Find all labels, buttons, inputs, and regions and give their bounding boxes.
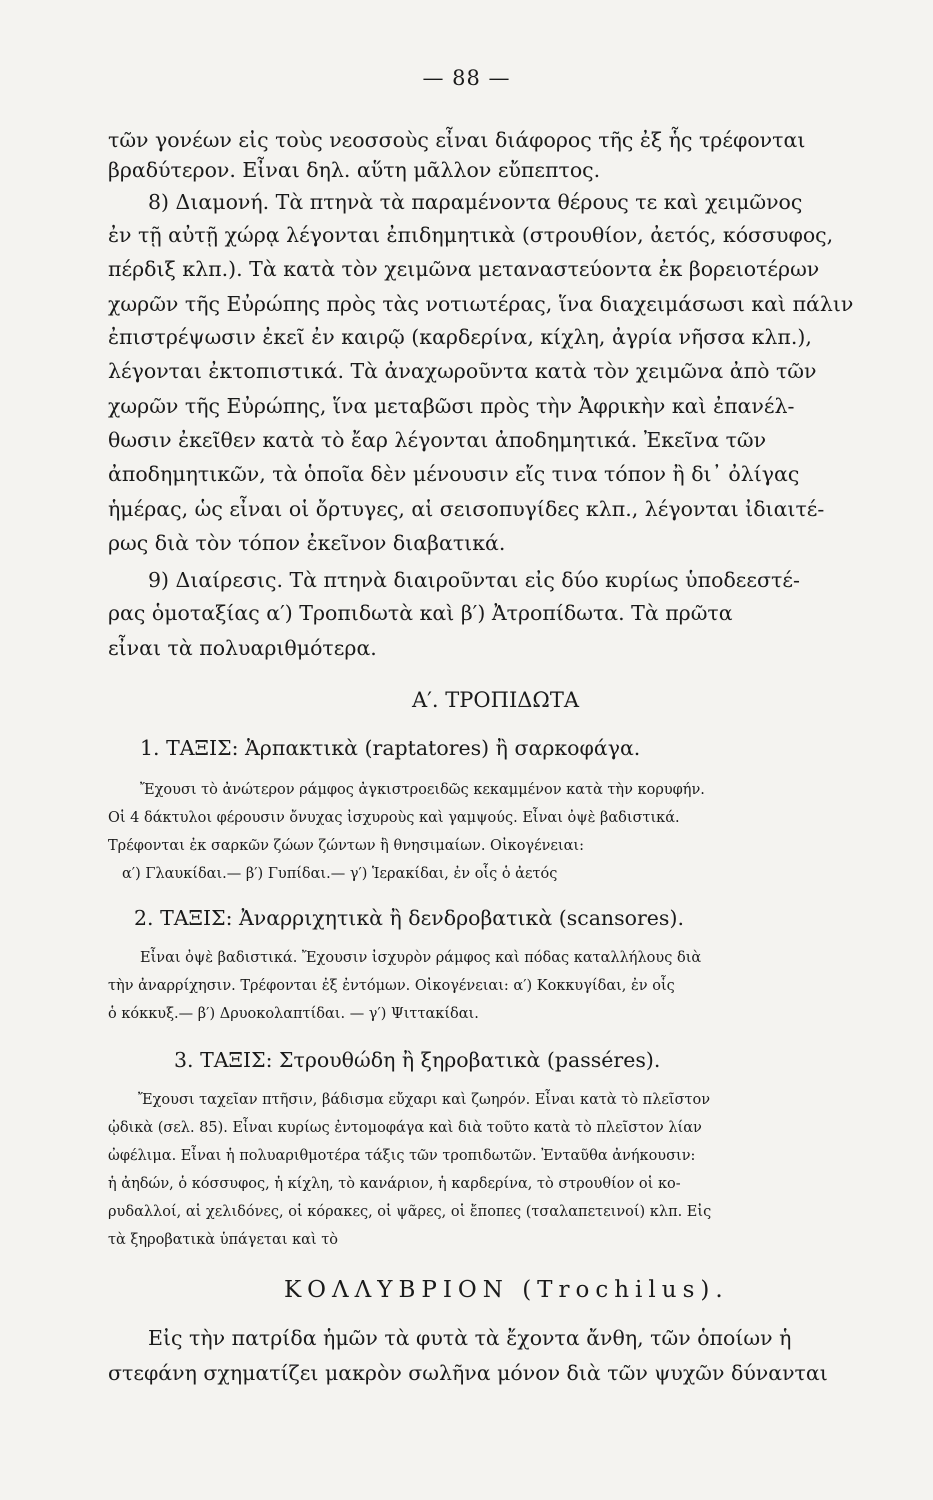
text-line: 8) Διαμονή. Τὰ πτηνὰ τὰ παραμένοντα θέρους τε καὶ χειμῶνος (148, 190, 803, 214)
text-line: 9) Διαίρεσις. Τὰ πτηνὰ διαιροῦνται εἰς δύο κυρίως ὑποδεεστέ- (148, 568, 800, 592)
subsection-heading: ΚΟΛΛΥΒΡΙΟΝ (Trochilus). (284, 1277, 729, 1303)
text-line: Ἔχουσι ταχεῖαν πτῆσιν, βάδισμα εὔχαρι καὶ ζωηρόν. Εἶναι κατὰ τὸ πλεῖστον (138, 1092, 711, 1108)
text-line: Τρέφονται ἐκ σαρκῶν ζώων ζώντων ἢ θνησιμαίων. Οἰκογένειαι: (108, 838, 584, 854)
text-line: ὠφέλιμα. Εἶναι ἡ πολυαριθμοτέρα τάξις τῶν τροπιδωτῶν. Ἐνταῦθα ἀνήκουσιν: (108, 1148, 696, 1164)
text-line: βραδύτερον. Εἶναι δηλ. αὕτη μᾶλλον εὔπεπτος. (108, 158, 601, 182)
text-line: ρυδαλλοί, αἱ χελιδόνες, οἱ κόρακες, οἱ ψᾶρες, οἱ ἔποπες (τσαλαπετεινοί) κλπ. Εἰς (108, 1204, 712, 1220)
text-line: ἐπιστρέψωσιν ἐκεῖ ἐν καιρῷ (καρδερίνα, κίχλη, ἀγρία νῆσσα κλπ.), (108, 325, 812, 349)
text-line: ρως διὰ τὸν τόπον ἐκεῖνον διαβατικά. (108, 531, 506, 555)
section-heading: Α′. ΤΡΟΠΙΔΩΤΑ (412, 688, 579, 712)
text-line: Οἱ 4 δάκτυλοι φέρουσιν ὄνυχας ἰσχυροὺς καὶ γαμψούς. Εἶναι ὀψὲ βαδιστικά. (108, 810, 680, 826)
text-line: ἐν τῇ αὐτῇ χώρᾳ λέγονται ἐπιδημητικὰ (στρουθίον, ἀετός, κόσσυφος, (108, 223, 834, 247)
text-line: χωρῶν τῆς Εὐρώπης, ἵνα μεταβῶσι πρὸς τὴν Ἀφρικὴν καὶ ἐπανέλ- (108, 394, 795, 418)
order-heading: 2. ΤΑΞΙΣ: Ἀναρριχητικὰ ἢ δενδροβατικὰ (scansores). (134, 906, 684, 930)
text-line: ἡμέρας, ὡς εἶναι οἱ ὄρτυγες, αἱ σεισοπυγίδες κλπ., λέγονται ἰδιαιτέ- (108, 497, 825, 521)
text-line: τὴν ἀναρρίχησιν. Τρέφονται ἐξ ἐντόμων. Οἰκογένειαι: α′) Κοκκυγίδαι, ἐν οἷς (108, 978, 675, 994)
text-line: χωρῶν τῆς Εὐρώπης πρὸς τὰς νοτιωτέρας, ἵνα διαχειμάσωσι καὶ πάλιν (108, 292, 854, 316)
text-line: θωσιν ἐκεῖθεν κατὰ τὸ ἔαρ λέγονται ἀποδημητικά. Ἐκεῖνα τῶν (108, 428, 767, 452)
page-number: — 88 — (422, 66, 511, 90)
text-line: εἶναι τὰ πολυαριθμότερα. (108, 636, 377, 660)
text-line: Ἔχουσι τὸ ἀνώτερον ράμφος ἀγκιστροειδῶς κεκαμμένον κατὰ τὴν κορυφήν. (140, 782, 705, 798)
order-heading: 3. ΤΑΞΙΣ: Στρουθώδη ἢ ξηροβατικὰ (passéres). (174, 1048, 661, 1072)
text-line: ἀποδημητικῶν, τὰ ὁποῖα δὲν μένουσιν εἴς τινα τόπον ἢ δι᾽ ὀλίγας (108, 462, 800, 486)
text-line: λέγονται ἐκτοπιστικά. Τὰ ἀναχωροῦντα κατὰ τὸν χειμῶνα ἀπὸ τῶν (108, 359, 817, 383)
text-line: Εἶναι ὀψὲ βαδιστικά. Ἔχουσιν ἰσχυρὸν ράμφος καὶ πόδας καταλλήλους διὰ (140, 950, 702, 966)
text-line: ρας ὁμοταξίας α′) Τροπιδωτὰ καὶ β′) Ἀτροπίδωτα. Τὰ πρῶτα (108, 601, 733, 625)
text-line: πέρδιξ κλπ.). Τὰ κατὰ τὸν χειμῶνα μεταναστεύοντα ἐκ βορειοτέρων (108, 257, 820, 281)
text-line: ἡ ἀηδών, ὁ κόσσυφος, ἡ κίχλη, τὸ κανάριον, ἡ καρδερίνα, τὸ στρουθίον οἱ κο- (108, 1176, 681, 1192)
text-line: Εἰς τὴν πατρίδα ἡμῶν τὰ φυτὰ τὰ ἔχοντα ἄνθη, τῶν ὁποίων ἡ (148, 1326, 792, 1350)
order-heading: 1. ΤΑΞΙΣ: Ἁρπακτικὰ (raptatores) ἢ σαρκοφάγα. (140, 736, 641, 760)
text-line: τῶν γονέων εἰς τοὺς νεοσσοὺς εἶναι διάφορος τῆς ἐξ ἧς τρέφονται (108, 128, 806, 152)
text-line: α′) Γλαυκίδαι.— β′) Γυπίδαι.— γ′) Ἱερακίδαι, ἐν οἷς ὁ ἀετός (122, 866, 558, 882)
text-line: ὁ κόκκυξ.— β′) Δρυοκολαπτίδαι. — γ′) Ψιττακίδαι. (108, 1006, 479, 1022)
text-line: τὰ ξηροβατικὰ ὑπάγεται καὶ τὸ (108, 1232, 339, 1248)
text-line: στεφάνη σχηματίζει μακρὸν σωλῆνα μόνον διὰ τῶν ψυχῶν δύνανται (108, 1361, 828, 1385)
text-line: ᾠδικὰ (σελ. 85). Εἶναι κυρίως ἐντομοφάγα καὶ διὰ τοῦτο κατὰ τὸ πλεῖστον λίαν (108, 1120, 702, 1136)
